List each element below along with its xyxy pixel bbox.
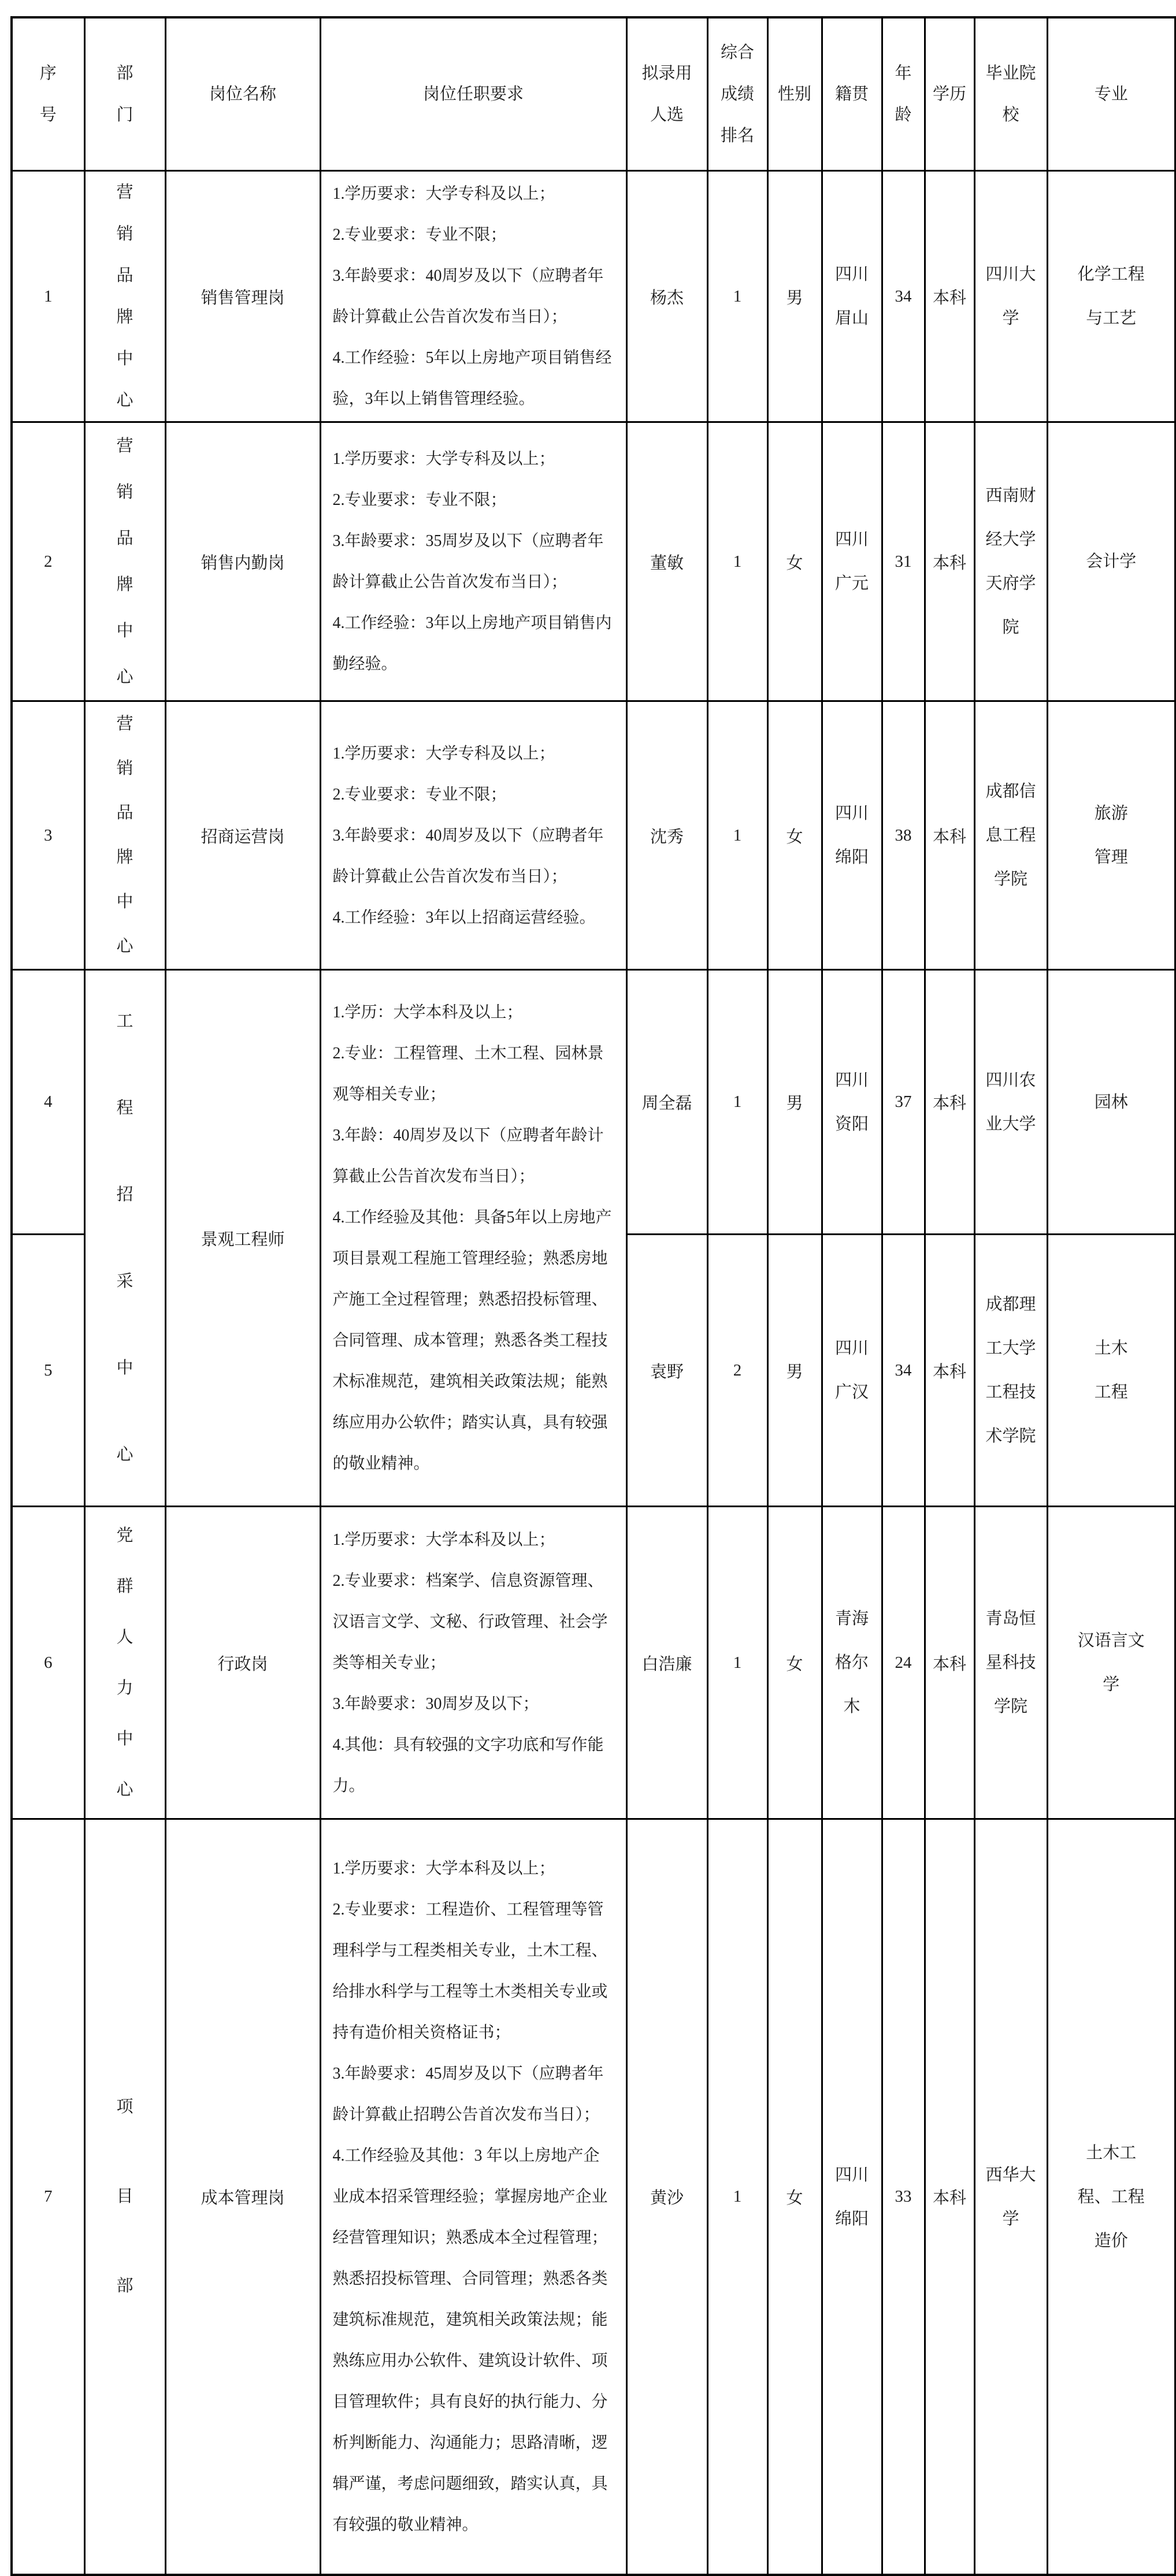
recruitment-candidates-table	[10, 16, 1176, 2576]
header-rank: 综合 成绩 排名	[707, 17, 767, 171]
major-cell: 旅游 管理	[1047, 701, 1175, 970]
major-cell: 园林	[1047, 970, 1175, 1235]
education-cell: 本科	[925, 422, 974, 701]
school-cell: 青岛恒 星科技 学院	[974, 1507, 1047, 1819]
education-cell: 本科	[925, 1507, 974, 1819]
major-cell: 化学工程 与工艺	[1047, 171, 1175, 422]
gender-cell: 女	[767, 422, 822, 701]
age-cell: 34	[882, 171, 925, 422]
hometown-cell: 四川 广元	[822, 422, 882, 701]
header-education: 学历	[925, 17, 974, 171]
requirements-cell: 1.学历：大学本科及以上； 2.专业：工程管理、土木工程、园林景 观等相关专业； 3.年龄：40周岁及以下（应聘者年龄计 算截止公告首次发布当日）； 4.工作经验及其他：具备5年以上房地产 项目景观工程施工管理经验；熟悉房地 产施工全过程管理；熟悉招投标管理、 合同管理、成本管理；熟悉各类工程技 术标准规范，建筑相关政策法规；能熟 练应用办公软件；踏实认真，具有较强 的敬业精神。	[320, 970, 626, 1507]
age-cell: 34	[882, 1235, 925, 1507]
education-cell: 本科	[925, 1819, 974, 2575]
major-cell: 土木 工程	[1047, 1235, 1175, 1507]
dept-cell: 党 群 人 力 中 心	[84, 1507, 165, 1819]
requirements-cell: 1.学历要求：大学本科及以上； 2.专业要求：工程造价、工程管理等管 理科学与工程类相关专业，土木工程、 给排水科学与工程等土木类相关专业或 持有造价相关资格证书； 3.年龄要求：45周岁及以下（应聘者年 龄计算截止招聘公告首次发布当日）； 4.工作经验及其他：3 年以上房地产企 业成本招采管理经验；掌握房地产企业 经营管理知识；熟悉成本全过程管理； 熟悉招投标管理、合同管理；熟悉各类 建筑标准规范，建筑相关政策法规；能 熟练应用办公软件、建筑设计软件、项 目管理软件；具有良好的执行能力、分 析判断能力、沟通能力；思路清晰，逻 辑严谨，考虑问题细致，踏实认真，具 有较强的敬业精神。	[320, 1819, 626, 2575]
school-cell: 西华大 学	[974, 1819, 1047, 2575]
education-cell: 本科	[925, 1235, 974, 1507]
dept-cell: 工 程 招 采 中 心	[84, 970, 165, 1507]
school-cell: 四川农 业大学	[974, 970, 1047, 1235]
requirements-cell: 1.学历要求：大学专科及以上； 2.专业要求：专业不限； 3.年龄要求：40周岁及以下（应聘者年 龄计算截止公告首次发布当日）； 4.工作经验：5年以上房地产项目销售经 验，3年以上销售管理经验。	[320, 171, 626, 422]
seq-cell: 6	[12, 1507, 84, 1819]
rank-cell: 1	[707, 970, 767, 1235]
seq-cell: 5	[12, 1235, 84, 1507]
seq-cell: 1	[12, 171, 84, 422]
table-row	[12, 1819, 1175, 2575]
header-row	[12, 17, 1175, 171]
candidate-cell: 白浩廉	[626, 1507, 707, 1819]
school-cell: 成都信 息工程 学院	[974, 701, 1047, 970]
major-cell: 汉语言文 学	[1047, 1507, 1175, 1819]
position-cell: 行政岗	[165, 1507, 320, 1819]
major-cell: 土木工 程、工程 造价	[1047, 1819, 1175, 2575]
position-cell: 销售内勤岗	[165, 422, 320, 701]
header-school: 毕业院 校	[974, 17, 1047, 171]
candidate-cell: 沈秀	[626, 701, 707, 970]
education-cell: 本科	[925, 701, 974, 970]
rank-cell: 1	[707, 171, 767, 422]
seq-cell: 3	[12, 701, 84, 970]
gender-cell: 男	[767, 970, 822, 1235]
hometown-cell: 四川 眉山	[822, 171, 882, 422]
seq-cell: 7	[12, 1819, 84, 2575]
header-gender: 性别	[767, 17, 822, 171]
major-cell: 会计学	[1047, 422, 1175, 701]
header-candidate: 拟录用 人选	[626, 17, 707, 171]
header-dept: 部 门	[84, 17, 165, 171]
hometown-cell: 四川 资阳	[822, 970, 882, 1235]
candidate-cell: 袁野	[626, 1235, 707, 1507]
position-cell: 销售管理岗	[165, 171, 320, 422]
school-cell: 四川大 学	[974, 171, 1047, 422]
position-cell: 成本管理岗	[165, 1819, 320, 2575]
header-seq: 序 号	[12, 17, 84, 171]
education-cell: 本科	[925, 171, 974, 422]
position-cell: 招商运营岗	[165, 701, 320, 970]
candidate-cell: 黄沙	[626, 1819, 707, 2575]
dept-cell: 营 销 品 牌 中 心	[84, 171, 165, 422]
age-cell: 33	[882, 1819, 925, 2575]
rank-cell: 1	[707, 1819, 767, 2575]
age-cell: 24	[882, 1507, 925, 1819]
requirements-cell: 1.学历要求：大学本科及以上； 2.专业要求：档案学、信息资源管理、 汉语言文学、文秘、行政管理、社会学 类等相关专业； 3.年龄要求：30周岁及以下； 4.其他：具有较强的文字功底和写作能 力。	[320, 1507, 626, 1819]
candidate-cell: 周全磊	[626, 970, 707, 1235]
candidate-cell: 杨杰	[626, 171, 707, 422]
table-row	[12, 422, 1175, 701]
seq-cell: 2	[12, 422, 84, 701]
table-row	[12, 701, 1175, 970]
table-row	[12, 970, 1175, 1235]
hometown-cell: 四川 绵阳	[822, 701, 882, 970]
table-row	[12, 171, 1175, 422]
education-cell: 本科	[925, 970, 974, 1235]
school-cell: 西南财 经大学 天府学 院	[974, 422, 1047, 701]
rank-cell: 1	[707, 1507, 767, 1819]
age-cell: 31	[882, 422, 925, 701]
dept-cell: 项 目 部	[84, 1819, 165, 2575]
header-age: 年 龄	[882, 17, 925, 171]
gender-cell: 女	[767, 701, 822, 970]
gender-cell: 男	[767, 1235, 822, 1507]
requirements-cell: 1.学历要求：大学专科及以上； 2.专业要求：专业不限； 3.年龄要求：40周岁及以下（应聘者年 龄计算截止公告首次发布当日）； 4.工作经验：3年以上招商运营经验。	[320, 701, 626, 970]
table-row	[12, 1507, 1175, 1819]
school-cell: 成都理 工大学 工程技 术学院	[974, 1235, 1047, 1507]
dept-cell: 营 销 品 牌 中 心	[84, 701, 165, 970]
dept-cell: 营 销 品 牌 中 心	[84, 422, 165, 701]
rank-cell: 1	[707, 422, 767, 701]
header-requirements: 岗位任职要求	[320, 17, 626, 171]
position-cell: 景观工程师	[165, 970, 320, 1507]
age-cell: 37	[882, 970, 925, 1235]
hometown-cell: 青海 格尔 木	[822, 1507, 882, 1819]
requirements-cell: 1.学历要求：大学专科及以上； 2.专业要求：专业不限； 3.年龄要求：35周岁及以下（应聘者年 龄计算截止公告首次发布当日）； 4.工作经验：3年以上房地产项目销售内 勤经验。	[320, 422, 626, 701]
hometown-cell: 四川 广汉	[822, 1235, 882, 1507]
seq-cell: 4	[12, 970, 84, 1235]
rank-cell: 2	[707, 1235, 767, 1507]
gender-cell: 男	[767, 171, 822, 422]
gender-cell: 女	[767, 1819, 822, 2575]
gender-cell: 女	[767, 1507, 822, 1819]
header-position: 岗位名称	[165, 17, 320, 171]
age-cell: 38	[882, 701, 925, 970]
hometown-cell: 四川 绵阳	[822, 1819, 882, 2575]
candidate-cell: 董敏	[626, 422, 707, 701]
header-hometown: 籍贯	[822, 17, 882, 171]
rank-cell: 1	[707, 701, 767, 970]
header-major: 专业	[1047, 17, 1175, 171]
